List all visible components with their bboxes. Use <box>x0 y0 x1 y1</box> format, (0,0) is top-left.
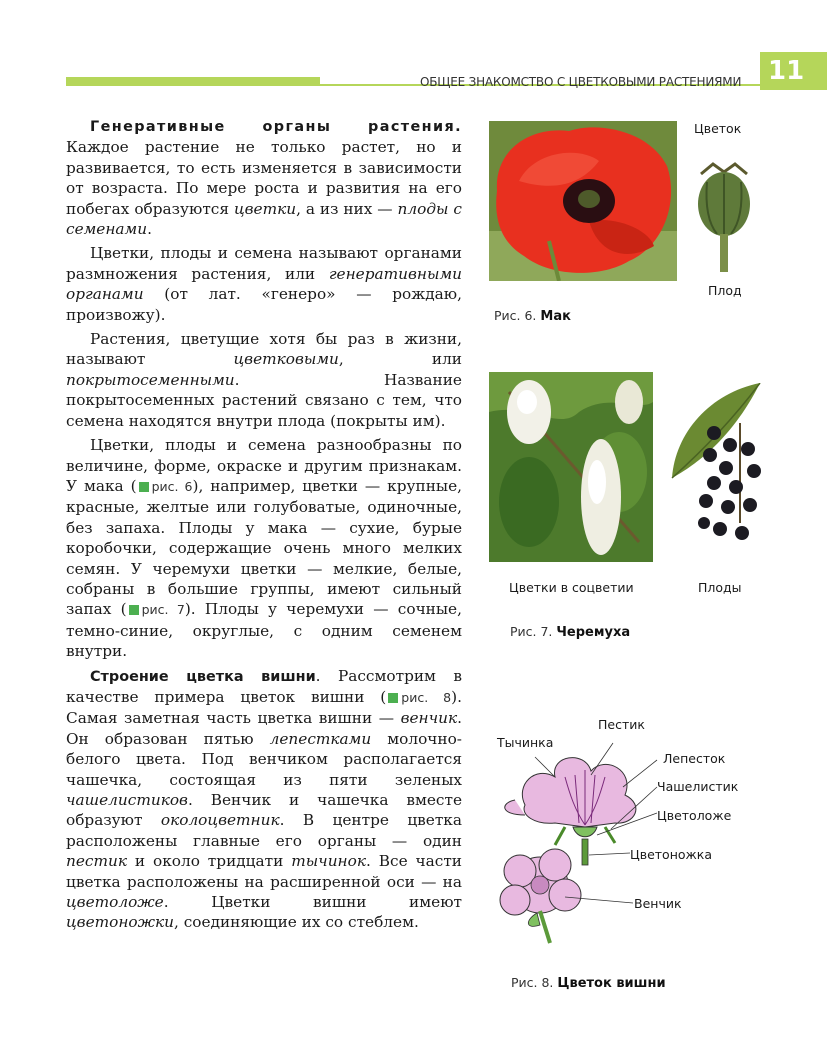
poppy-fruit-capsule <box>695 162 753 272</box>
figure-ref-square-icon <box>139 482 149 492</box>
figure-ref-6[interactable]: рис. 6 <box>151 478 193 494</box>
term-sepals: чашелистиков <box>66 791 188 809</box>
fig8-label-receptacle: Цветоложе <box>657 808 732 823</box>
paragraph-flowering-plants: Растения, цветущие хотя бы раз в жизни, называют цветковыми, или покрытосеменными. Название покрытосеменных растений связано с тем, что семена находятся внутри плода (покрыты им). <box>66 330 462 430</box>
bird-cherry-flowers-photo <box>489 372 653 562</box>
section-title: ОБЩЕЕ ЗНАКОМСТВО С ЦВЕТКОВЫМИ РАСТЕНИЯМИ <box>420 75 742 89</box>
paragraph-cherry-flower: Строение цветка вишни. Рассмотрим в качестве примера цветок вишни ( рис. 8). Самая заметная часть цветка вишни — венчик. Он образован пятью лепестками молочно-белого цвета. Под венчиком располагается чашечка, состоящая из пяти зеленых чашелистиков. Венчик и чашечка вместе образуют околоцветник. В центре цветка расположены главные его органы — один пестик и около тридцати тычинок. Все части цветка расположены на расширенной оси — на цветоложе. Цветки вишни имеют цветоножки, соединяющие их со стеблем. <box>66 666 462 932</box>
main-text-column <box>66 116 462 933</box>
fig8-label-sepal: Чашелистик <box>657 779 739 794</box>
fig7-caption: Рис. 7. Черемуха <box>510 624 631 640</box>
term-fruits-with-seeds: плоды с семенами <box>66 199 462 239</box>
fig8-label-pistil: Пестик <box>598 717 645 732</box>
term-generative-organs: генеративными органами <box>66 264 462 304</box>
fig6-label-fruit: Плод <box>708 283 742 298</box>
header-accent-bar <box>66 77 320 86</box>
term-petals: лепестками <box>269 729 372 748</box>
paragraph-reproduction-organs: Цветки, плоды и семена называют органами размножения растения, или генеративными органами (от лат. «генеро» — рождаю, произвожу). <box>66 244 462 324</box>
heading-generative-organs: Генеративные органы растения. <box>90 119 462 135</box>
term-receptacle: цветоложе <box>66 893 164 912</box>
term-perianth: околоцветник <box>160 811 280 830</box>
term-pistil: пестик <box>66 852 127 871</box>
figure-ref-8[interactable]: рис. 8 <box>401 689 452 705</box>
poppy-flower-photo <box>489 121 677 281</box>
fig7-label-flowers: Цветки в соцветии <box>509 580 634 595</box>
fig8-caption: Рис. 8. Цветок вишни <box>511 975 666 991</box>
paragraph-diversity: Цветки, плоды и семена разнообразны по величине, форме, окраске и другим признакам. У мака ( рис. 6), например, цветки — крупные, красные, желтые или голубоватые, одиночные, без запаха. Плоды у мака — сухие, бурые коробочки, содержащие очень много мелких семян. У черемухи цветки — мелкие, белые, собраны в большие группы, имеют сильный запах ( рис. 7). Плоды у черемухи — сочные, темно-синие, округлые, с одним семенем внутри. <box>66 436 462 661</box>
page-number: 11 <box>760 52 827 90</box>
fig8-label-petal: Лепесток <box>663 751 726 766</box>
fig8-label-pedicel: Цветоножка <box>630 847 712 862</box>
fig7-label-fruits: Плоды <box>698 580 742 595</box>
term-pedicels: цветоножки <box>66 913 175 932</box>
paragraph-generative-organs: Генеративные органы растения. Каждое растение не только растет, но и развивается, то есть изменяется в зависимости от возраста. По мере роста и развития на его побегах образуются цветки, а из них — плоды с семенами. <box>66 119 462 239</box>
figure-ref-square-icon <box>129 605 139 615</box>
fig8-label-stamen: Тычинка <box>497 735 554 750</box>
term-corolla: венчик <box>400 709 458 728</box>
figure-ref-7[interactable]: рис. 7 <box>141 602 185 618</box>
figure-ref-square-icon <box>388 693 398 703</box>
term-angiosperms: покрытосеменными <box>66 370 235 389</box>
fig6-label-flower: Цветок <box>694 121 742 136</box>
heading-cherry-flower: Строение цветка вишни <box>90 668 316 685</box>
term-flowering: цветковыми <box>233 350 339 369</box>
fig6-caption: Рис. 6. Мак <box>494 308 571 324</box>
fig8-label-corolla: Венчик <box>634 896 682 911</box>
bird-cherry-fruits <box>670 383 770 553</box>
term-flowers: цветки <box>233 199 297 218</box>
term-stamens: тычинок <box>291 852 366 871</box>
